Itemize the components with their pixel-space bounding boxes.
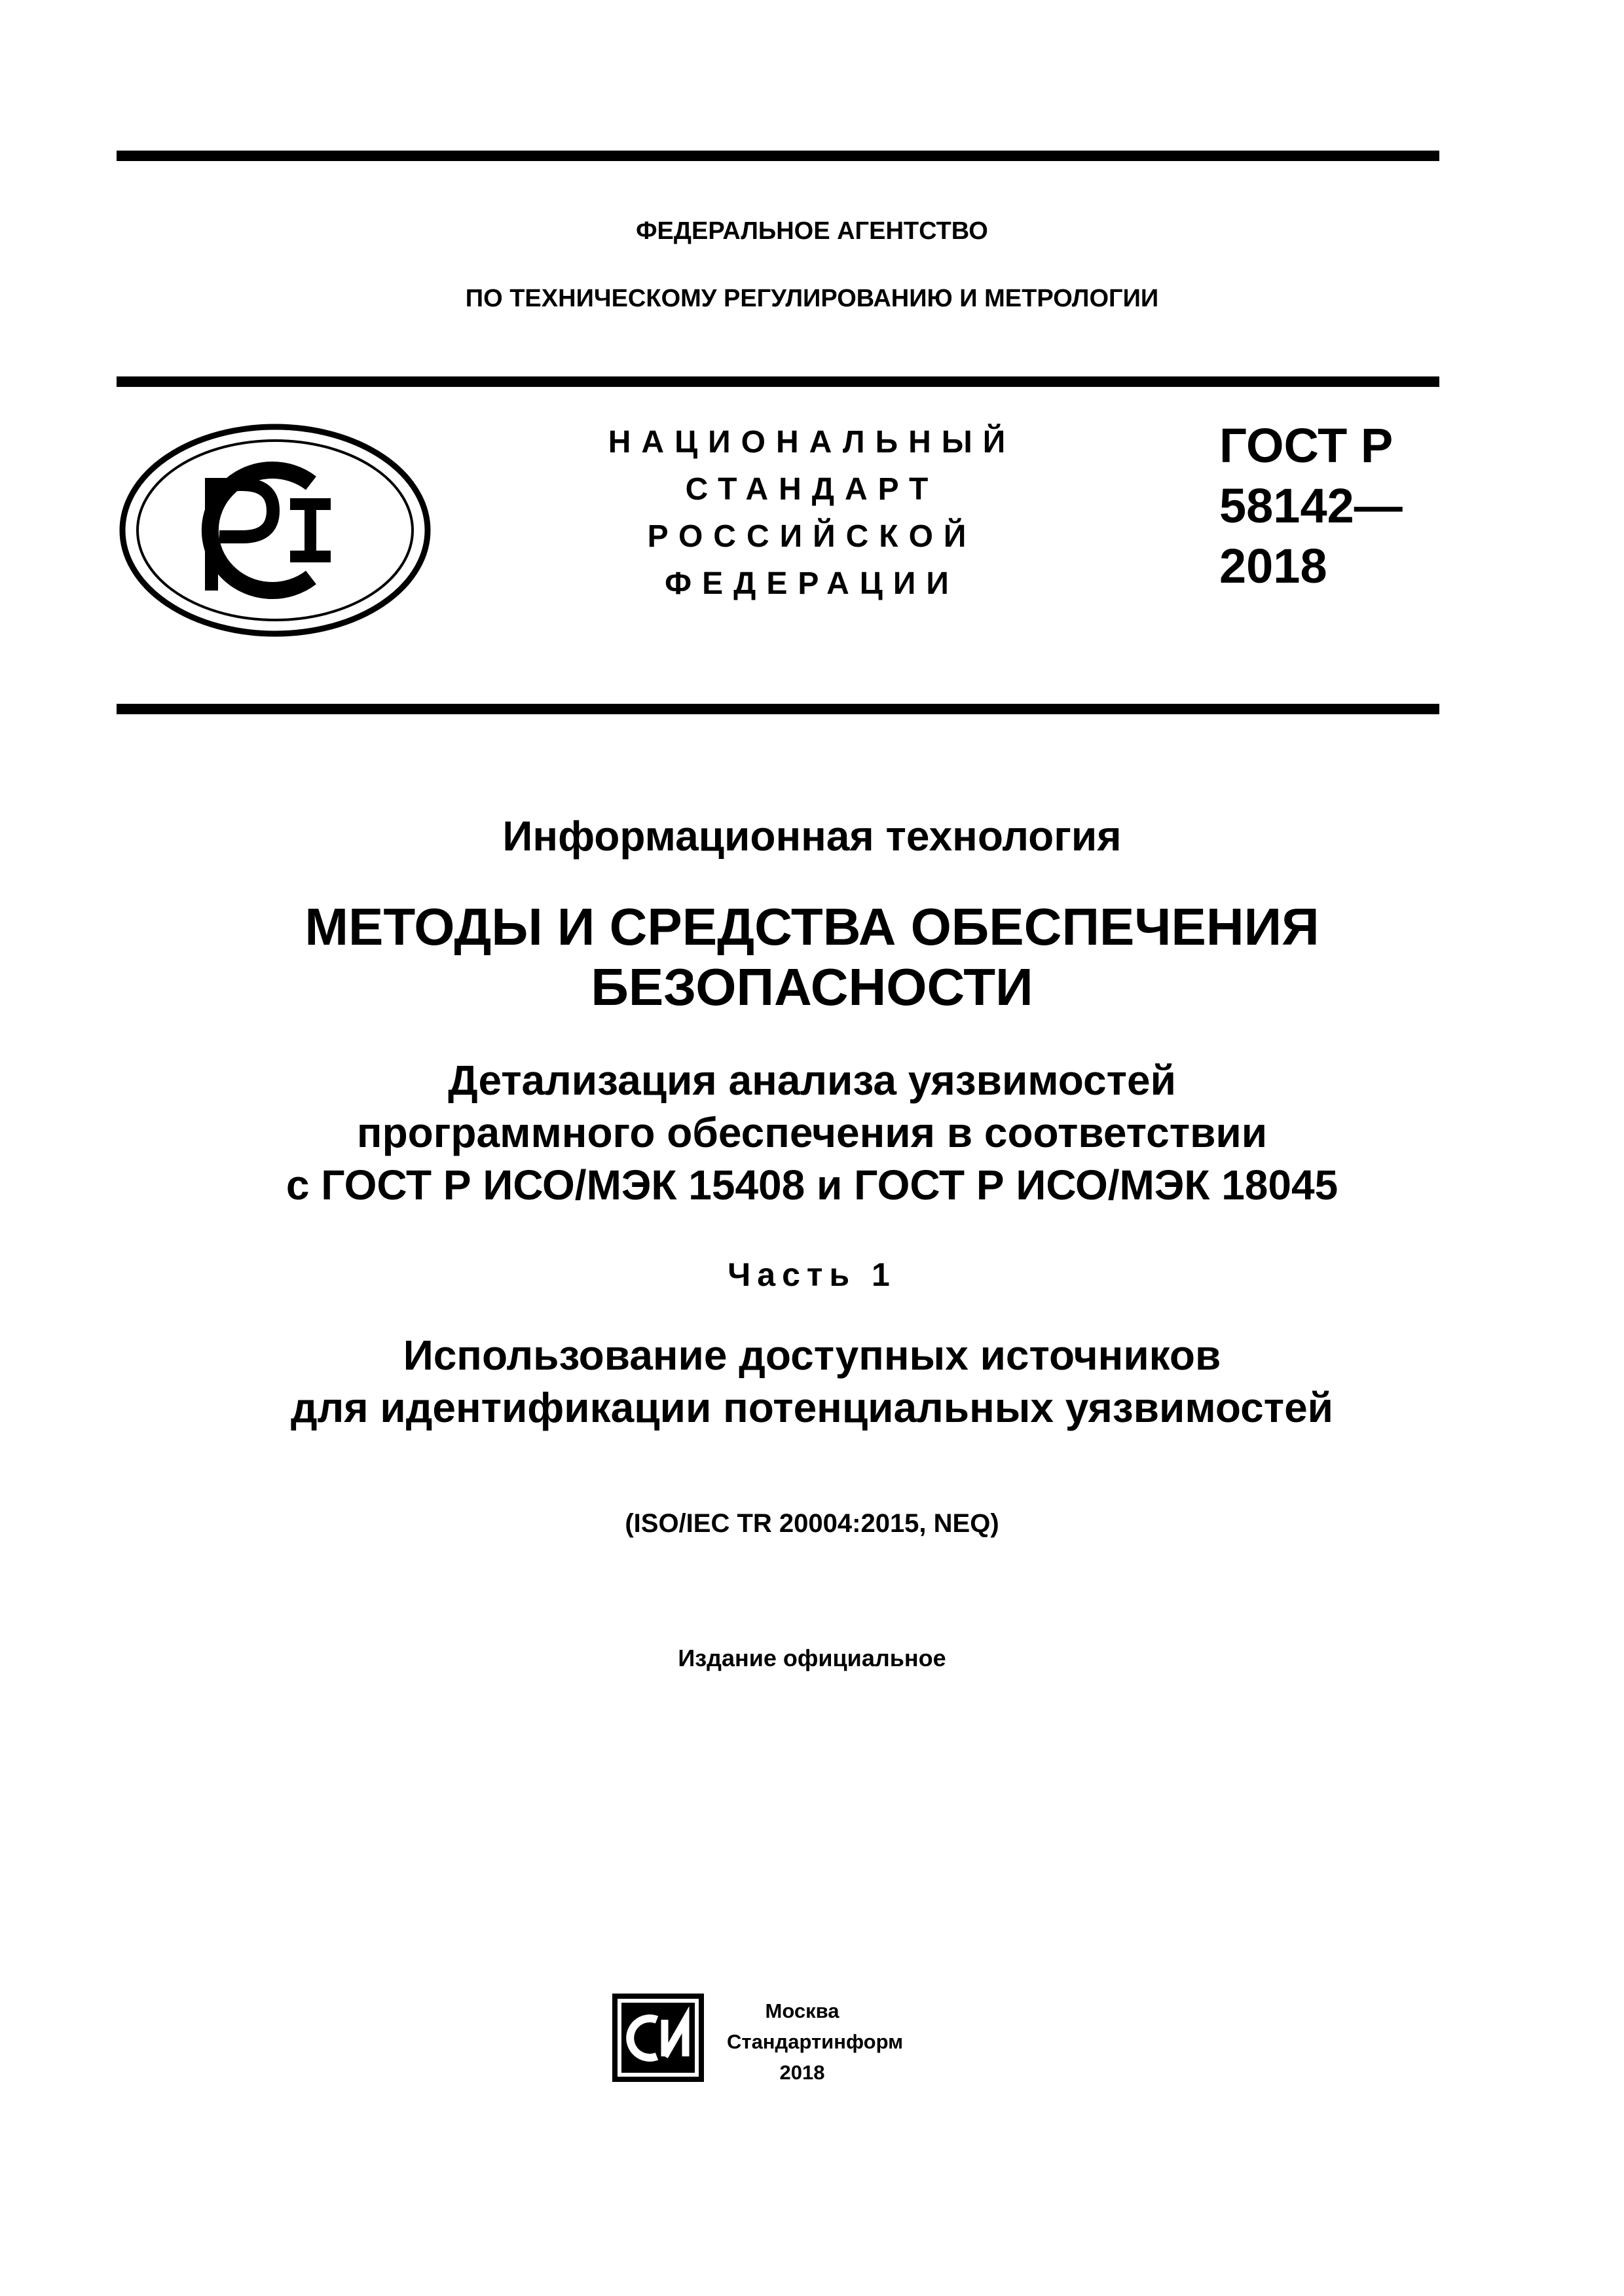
top-rule	[117, 151, 1439, 161]
part-number: Часть 1	[728, 1256, 896, 1293]
title-rule	[117, 704, 1439, 714]
part-title	[0, 1329, 1624, 1434]
gost-line: 2018	[1219, 539, 1327, 593]
standartinform-logo-icon	[612, 1994, 704, 2082]
gost-number	[1219, 416, 1468, 596]
publisher-block	[727, 1995, 904, 2088]
rst-emblem-icon	[115, 419, 435, 642]
national-line: ФЕДЕРАЦИИ	[665, 566, 959, 601]
subtitle-line: с ГОСТ Р ИСО/МЭК 15408 и ГОСТ Р ИСО/МЭК 18045	[286, 1161, 1338, 1209]
agency-line-1: ФЕДЕРАЛЬНОЕ АГЕНТСТВО	[636, 217, 988, 245]
part-title-line: для идентификации потенциальных уязвимостей	[290, 1384, 1334, 1431]
part-title-line: Использование доступных источников	[403, 1332, 1221, 1379]
national-line: СТАНДАРТ	[685, 472, 939, 507]
subtitle-line: Детализация анализа уязвимостей	[448, 1057, 1176, 1104]
national-standard-label	[589, 419, 1035, 608]
header-rule	[117, 376, 1439, 387]
main-title-line: МЕТОДЫ И СРЕДСТВА ОБЕСПЕЧЕНИЯ	[304, 898, 1320, 956]
main-title-line: БЕЗОПАСНОСТИ	[591, 958, 1033, 1016]
gost-line: ГОСТ Р	[1219, 418, 1393, 473]
publisher-city: Москва	[765, 1999, 840, 2022]
gost-line: 58142—	[1219, 479, 1403, 533]
iso-reference: (ISO/IEC TR 20004:2015, NEQ)	[625, 1509, 999, 1538]
subtitle-line: программного обеспечения в соответствии	[356, 1109, 1268, 1156]
edition-label: Издание официальное	[678, 1645, 946, 1671]
national-line: РОССИЙСКОЙ	[647, 519, 977, 554]
main-title	[0, 897, 1624, 1017]
publisher-name: Стандартинформ	[727, 2030, 904, 2053]
publisher-year: 2018	[779, 2061, 825, 2084]
document-series: Информационная технология	[502, 812, 1122, 860]
agency-line-2: ПО ТЕХНИЧЕСКОМУ РЕГУЛИРОВАНИЮ И МЕТРОЛОГИИ	[465, 285, 1159, 312]
subtitle	[0, 1054, 1624, 1211]
national-line: НАЦИОНАЛЬНЫЙ	[608, 425, 1016, 460]
